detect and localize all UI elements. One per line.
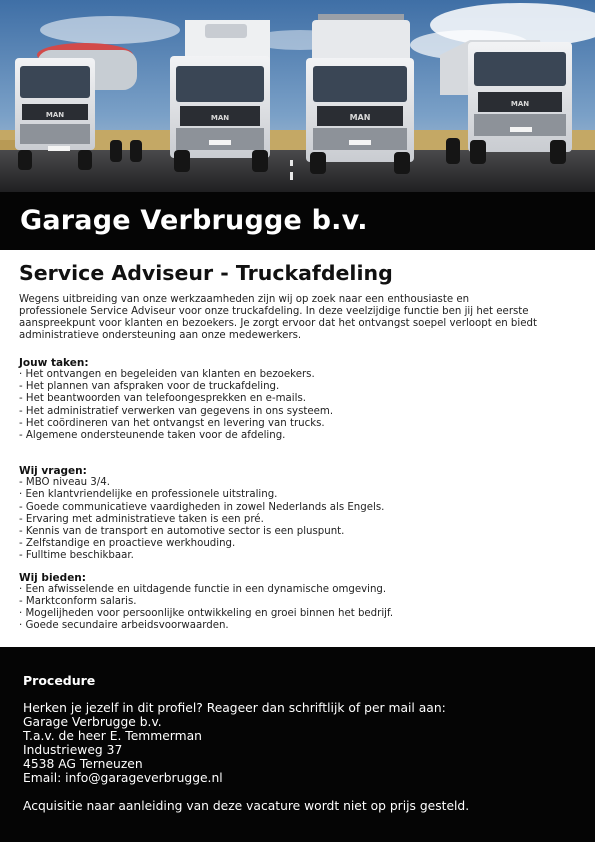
header-truck-photo <box>0 0 595 192</box>
list-item: · Een afwisselende en uitdagende functie in een dynamische omgeving. <box>19 583 387 595</box>
list-item: - MBO niveau 3/4. <box>19 477 110 489</box>
list-item: - Het administratief verwerken van gegevens in ons systeem. <box>19 405 334 417</box>
section-tasks <box>19 357 584 442</box>
man-logo-3: MAN <box>349 113 371 122</box>
man-logo-2: MAN <box>210 114 230 122</box>
intro-line: administratieve ondersteuning aan onze medewerkers. <box>19 330 302 341</box>
intro-line: aanspreekpunt voor klanten en bezoekers. Je zorgt ervoor dat het ontvangst soepel verloopt en biedt <box>19 318 537 329</box>
acquisition-note: Acquisitie naar aanleiding van deze vacature wordt niet op prijs gesteld. <box>23 799 470 813</box>
procedure-line: 4538 AG Terneuzen <box>23 756 143 771</box>
offer-heading: Wij bieden: <box>19 571 86 584</box>
truck-refrigerated <box>170 20 270 172</box>
list-item: - Marktconform salaris. <box>19 595 137 607</box>
tasks-heading: Jouw taken: <box>19 357 89 369</box>
job-intro <box>19 294 584 342</box>
procedure-line: Herken je jezelf in dit profiel? Reageer dan schriftlijk of per mail aan: <box>23 701 446 715</box>
list-item: · Een klantvriendelijke en professionele uitstraling. <box>19 489 278 501</box>
list-item: · Mogelijheden voor persoonlijke ontwikkeling en groei binnen het bedrijf. <box>19 608 394 620</box>
procedure-panel <box>0 647 595 842</box>
vacancy-content <box>19 258 584 632</box>
procedure-line: Garage Verbrugge b.v. <box>23 714 162 729</box>
truck-tractor <box>306 14 414 174</box>
job-title: Service Adviseur - Truckafdeling <box>19 261 393 285</box>
section-offer <box>19 572 584 633</box>
list-item: - Fulltime beschikbaar. <box>19 550 134 562</box>
man-logo-4: MAN <box>510 100 530 108</box>
list-item: - Goede communicatieve vaardigheden in zowel Nederlands als Engels. <box>19 501 385 513</box>
list-item: - Algemene ondersteunende taken voor de afdeling. <box>19 430 286 442</box>
procedure-contact <box>23 702 446 785</box>
man-logo-1: MAN <box>45 111 65 119</box>
procedure-heading: Procedure <box>23 673 96 688</box>
list-item: · Goede secundaire arbeidsvoorwaarden. <box>19 620 229 632</box>
requirements-heading: Wij vragen: <box>19 465 87 478</box>
intro-line: Wegens uitbreiding van onze werkzaamheden zijn wij op zoek naar een enthousiaste en <box>19 294 470 305</box>
section-requirements <box>19 465 584 562</box>
company-name: Garage Verbrugge b.v. <box>20 205 368 236</box>
list-item: - Het plannen van afspraken voor de truckafdeling. <box>19 381 280 393</box>
procedure-line: Industrieweg 37 <box>23 742 123 757</box>
procedure-line: T.a.v. de heer E. Temmerman <box>23 728 202 743</box>
list-item: - Het beantwoorden van telefoongesprekken en e-mails. <box>19 393 306 405</box>
email-line[interactable]: Email: info@garageverbrugge.nl <box>23 770 223 785</box>
list-item: - Ervaring met administratieve taken is een pré. <box>19 513 264 525</box>
list-item: - Kennis van de transport en automotive sector is een pluspunt. <box>19 526 345 538</box>
list-item: · Het ontvangen en begeleiden van klanten en bezoekers. <box>19 369 315 380</box>
list-item: - Het coördineren van het ontvangst en levering van trucks. <box>19 417 325 429</box>
company-banner <box>0 192 595 250</box>
list-item: - Zelfstandige en proactieve werkhouding. <box>19 538 236 550</box>
intro-line: professionele Service Adviseur voor onze truckafdeling. In deze veelzijdige functie ben jij het eerste <box>19 306 529 317</box>
